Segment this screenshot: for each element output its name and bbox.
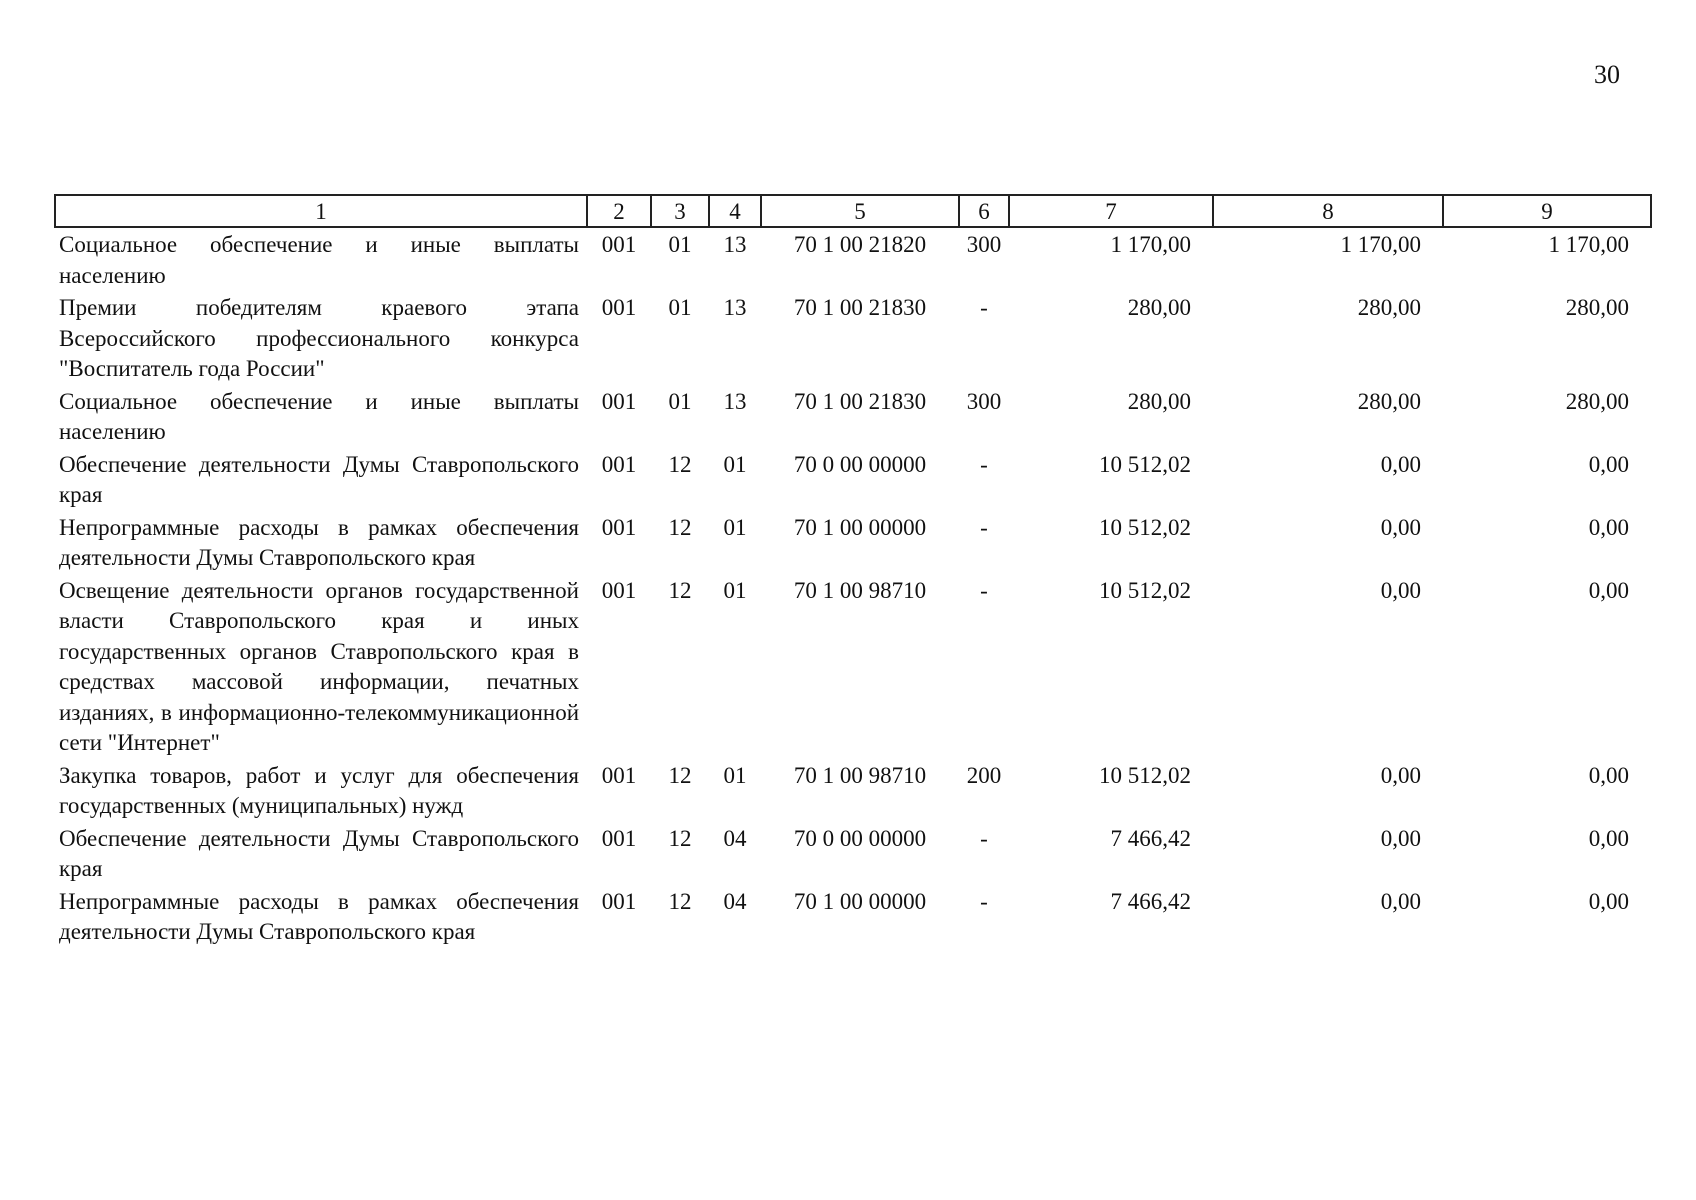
row-col-2: 001 — [601, 762, 637, 788]
row-col-6: 200 — [966, 762, 1002, 788]
row-col-5: 70 0 00 00000 — [793, 825, 927, 851]
row-name: Премии победителям краевого этапа Всероссийского профессионального конкурса "Воспитатель года России" — [59, 295, 579, 381]
row-col-6: - — [980, 514, 988, 540]
column-header: 9 — [1443, 195, 1651, 227]
row-col-8: 280,00 — [1357, 295, 1421, 320]
table-row — [55, 448, 1651, 511]
row-name: Освещение деятельности органов государственной власти Ставропольского края и иных государственных органов Ставропольского края в средствах массовой информации, печатных изданиях, в информационно-телекоммуникационной сети "Интернет" — [59, 577, 579, 755]
row-col-4: 13 — [723, 232, 747, 257]
row-col-5: 70 1 00 21830 — [793, 388, 927, 414]
row-col-7: 10 512,02 — [1099, 514, 1191, 540]
row-col-9: 1 170,00 — [1548, 232, 1629, 257]
row-col-7: 10 512,02 — [1099, 762, 1191, 788]
row-col-9: 0,00 — [1588, 514, 1629, 540]
row-col-4: 13 — [723, 388, 747, 414]
row-name: Непрограммные расходы в рамках обеспечения деятельности Думы Ставропольского края — [59, 888, 579, 944]
row-col-8: 1 170,00 — [1340, 232, 1421, 257]
row-col-3: 01 — [668, 295, 692, 320]
row-col-9: 0,00 — [1588, 825, 1629, 851]
row-col-4: 01 — [723, 577, 747, 603]
row-col-4: 13 — [723, 295, 747, 320]
row-col-7: 7 466,42 — [1110, 825, 1191, 851]
row-col-2: 001 — [601, 388, 637, 414]
column-header: 2 — [587, 195, 651, 227]
column-header: 8 — [1213, 195, 1443, 227]
row-col-3: 12 — [668, 825, 692, 851]
budget-table — [54, 194, 1652, 948]
table-row — [55, 885, 1651, 948]
row-col-5: 70 1 00 98710 — [793, 577, 927, 603]
row-col-6: - — [980, 451, 988, 477]
row-col-6: 300 — [966, 232, 1002, 257]
column-header: 4 — [709, 195, 761, 227]
row-name: Обеспечение деятельности Думы Ставропольского края — [59, 825, 579, 881]
row-col-4: 04 — [723, 888, 747, 914]
column-header: 7 — [1009, 195, 1213, 227]
row-name: Социальное обеспечение и иные выплаты населению — [59, 388, 579, 444]
row-col-8: 280,00 — [1357, 388, 1421, 414]
row-col-7: 7 466,42 — [1110, 888, 1191, 914]
row-col-9: 280,00 — [1565, 295, 1629, 320]
row-col-2: 001 — [601, 232, 637, 257]
table-row — [55, 511, 1651, 574]
row-col-3: 01 — [668, 232, 692, 257]
row-col-8: 0,00 — [1380, 888, 1421, 914]
row-col-5: 70 1 00 21820 — [793, 232, 927, 257]
row-name: Непрограммные расходы в рамках обеспечения деятельности Думы Ставропольского края — [59, 514, 579, 570]
row-col-7: 10 512,02 — [1099, 451, 1191, 477]
row-col-3: 12 — [668, 514, 692, 540]
row-col-4: 04 — [723, 825, 747, 851]
table-row — [55, 227, 1651, 291]
row-col-3: 12 — [668, 577, 692, 603]
row-col-5: 70 0 00 00000 — [793, 451, 927, 477]
row-col-7: 10 512,02 — [1099, 577, 1191, 603]
table-row — [55, 385, 1651, 448]
table-header-row — [55, 195, 1651, 227]
table-row — [55, 574, 1651, 759]
row-col-9: 0,00 — [1588, 577, 1629, 603]
row-col-9: 0,00 — [1588, 762, 1629, 788]
row-col-2: 001 — [601, 295, 637, 320]
row-col-2: 001 — [601, 577, 637, 603]
row-col-3: 01 — [668, 388, 692, 414]
row-col-8: 0,00 — [1380, 825, 1421, 851]
table-row — [55, 291, 1651, 385]
row-col-7: 1 170,00 — [1110, 232, 1191, 257]
row-col-3: 12 — [668, 888, 692, 914]
row-col-4: 01 — [723, 762, 747, 788]
row-col-9: 280,00 — [1565, 388, 1629, 414]
row-name: Обеспечение деятельности Думы Ставропольского края — [59, 451, 579, 507]
column-header: 1 — [55, 195, 587, 227]
row-col-9: 0,00 — [1588, 451, 1629, 477]
row-col-6: 300 — [966, 388, 1002, 414]
row-col-6: - — [980, 577, 988, 603]
row-col-4: 01 — [723, 451, 747, 477]
row-col-7: 280,00 — [1127, 295, 1191, 320]
row-col-2: 001 — [601, 451, 637, 477]
row-col-2: 001 — [601, 825, 637, 851]
row-col-8: 0,00 — [1380, 577, 1421, 603]
column-header: 3 — [651, 195, 709, 227]
row-col-5: 70 1 00 00000 — [793, 888, 927, 914]
row-name: Закупка товаров, работ и услуг для обеспечения государственных (муниципальных) нужд — [59, 762, 579, 818]
row-col-3: 12 — [668, 762, 692, 788]
table-row — [55, 759, 1651, 822]
row-col-8: 0,00 — [1380, 762, 1421, 788]
row-col-7: 280,00 — [1127, 388, 1191, 414]
table-row — [55, 822, 1651, 885]
row-col-8: 0,00 — [1380, 514, 1421, 540]
row-name: Социальное обеспечение и иные выплаты населению — [59, 232, 579, 288]
column-header: 6 — [959, 195, 1009, 227]
row-col-2: 001 — [601, 514, 637, 540]
row-col-6: - — [980, 825, 988, 851]
row-col-5: 70 1 00 21830 — [793, 295, 927, 320]
row-col-5: 70 1 00 98710 — [793, 762, 927, 788]
row-col-5: 70 1 00 00000 — [793, 514, 927, 540]
column-header: 5 — [761, 195, 959, 227]
row-col-4: 01 — [723, 514, 747, 540]
row-col-9: 0,00 — [1588, 888, 1629, 914]
page-number: 30 — [1594, 60, 1620, 89]
row-col-6: - — [980, 295, 988, 320]
row-col-8: 0,00 — [1380, 451, 1421, 477]
row-col-6: - — [980, 888, 988, 914]
row-col-2: 001 — [601, 888, 637, 914]
row-col-3: 12 — [668, 451, 692, 477]
